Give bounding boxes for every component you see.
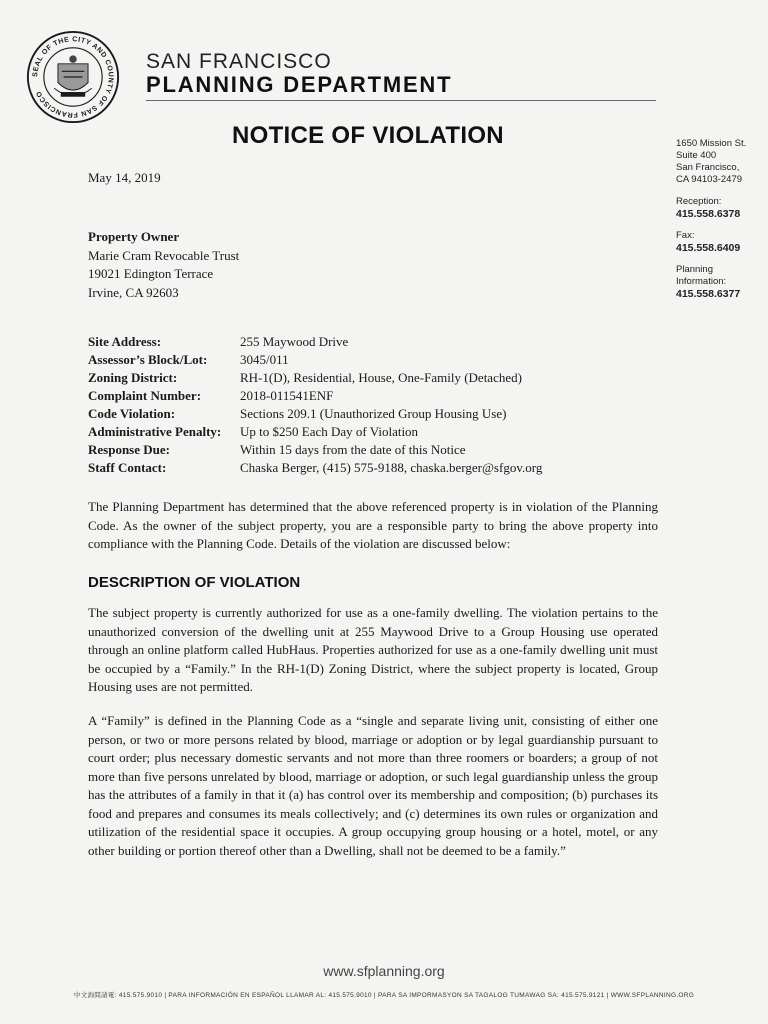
violation-details-table xyxy=(88,334,542,478)
detail-value: 255 Maywood Drive xyxy=(240,334,349,349)
section-heading: DESCRIPTION OF VIOLATION xyxy=(88,574,301,591)
svg-text:SEAL OF THE CITY AND COUNTY OF: SEAL OF THE CITY AND COUNTY OF SAN FRANCISCO xyxy=(32,36,114,118)
reception-contact xyxy=(676,196,766,220)
addressee-line: Irvine, CA 92603 xyxy=(88,284,179,300)
detail-label: Zoning District: xyxy=(88,370,178,385)
notice-date: May 14, 2019 xyxy=(88,170,161,185)
detail-value: 3045/011 xyxy=(240,352,289,367)
fax-contact xyxy=(676,230,766,254)
addressee-line: Marie Cram Revocable Trust xyxy=(88,247,240,263)
detail-value: Chaska Berger, (415) 575-9188, chaska.berger@sfgov.org xyxy=(240,460,543,475)
detail-row xyxy=(88,460,542,478)
family-definition-paragraph: A “Family” is defined in the Planning Code as a “single and separate living unit, consisting of either one person, or two or more persons related by blood, marriage or adoption or by legal guardianship pursuant to court order; plus necessary domestic servants and not more than three roomers or boarders; a group of not more than five persons unrelated by blood, marriage or adoption, or such legal guardianship unless the group has the attributes of a family in that it (a) has control over its membership and composition; (b) purchases its food and prepares and consumes its meals collectively; and (c) determines its own rules or organization and utilization of the residential space it occupies. A group occupying group housing or a hotel, motel, or any other building or portion thereof other than a Dwelling, shall not be deemed to be a family.” xyxy=(88,713,658,858)
detail-label: Staff Contact: xyxy=(88,460,167,475)
detail-row xyxy=(88,334,542,352)
detail-row xyxy=(88,406,542,424)
fax-label: Fax: xyxy=(676,230,695,241)
address-line: Suite 400 xyxy=(676,150,717,161)
addressee-line: 19021 Edington Terrace xyxy=(88,266,214,281)
city-seal-logo xyxy=(26,30,120,124)
description-paragraph: The subject property is currently authorized for use as a one-family dwelling. The violation pertains to the unauthorized conversion of the dwelling unit at 255 Maywood Drive to a Group Housing use operated through an online platform called HubHaus. Properties authorized for use as a one-family dwelling unit must be occupied by a “Family.” In the RH-1(D) Zoning District, where the subject property is located, Group Housing uses are not permitted. xyxy=(88,605,658,694)
notice-title: NOTICE OF VIOLATION xyxy=(232,122,504,149)
contact-sidebar xyxy=(676,138,766,310)
reception-label: Reception: xyxy=(676,196,722,207)
detail-label: Code Violation: xyxy=(88,406,176,421)
office-address xyxy=(676,138,766,186)
detail-label: Assessor’s Block/Lot: xyxy=(88,352,208,367)
planning-info-contact xyxy=(676,264,766,300)
detail-value: Within 15 days from the date of this Notice xyxy=(240,442,466,457)
detail-label: Response Due: xyxy=(88,442,170,457)
detail-row xyxy=(88,352,542,370)
planning-number: 415.558.6377 xyxy=(676,288,741,300)
address-line: San Francisco, xyxy=(676,162,740,173)
address-line: 1650 Mission St. xyxy=(676,138,747,149)
department-name: PLANNING DEPARTMENT xyxy=(146,72,453,97)
footer-language-line: 中文詢問請電: 415.575.9010 | PARA INFORMACIÓN EN ESPAÑOL LLAMAR AL: 415.575.9010 | PARA SA IMPORMASYON SA TAGALOG TUMAWAG SA: 415.575.9121 | WWW.SFPLANNING.ORG xyxy=(73,992,695,999)
addressee-heading: Property Owner xyxy=(88,229,180,244)
detail-row xyxy=(88,442,542,460)
fax-number: 415.558.6409 xyxy=(676,242,741,254)
intro-paragraph: The Planning Department has determined that the above referenced property is in violation of the Planning Code. As the owner of the subject property, you are a responsible party to bring the above property into compliance with the Planning Code. Details of the violation are discussed below: xyxy=(88,499,658,551)
detail-row xyxy=(88,388,542,406)
detail-label: Complaint Number: xyxy=(88,388,202,403)
address-line: CA 94103-2479 xyxy=(676,174,743,185)
detail-value: RH-1(D), Residential, House, One-Family (Detached) xyxy=(240,370,522,385)
planning-label: Planning xyxy=(676,264,713,275)
detail-value: 2018-011541ENF xyxy=(240,388,334,403)
detail-row xyxy=(88,424,542,442)
detail-value: Sections 209.1 (Unauthorized Group Housing Use) xyxy=(240,406,507,421)
detail-label: Site Address: xyxy=(88,334,162,349)
reception-number: 415.558.6378 xyxy=(676,208,741,220)
footer-website: www.sfplanning.org xyxy=(323,963,445,979)
detail-value: Up to $250 Each Day of Violation xyxy=(240,424,419,439)
detail-label: Administrative Penalty: xyxy=(88,424,222,439)
department-city: SAN FRANCISCO xyxy=(146,50,332,73)
header-divider xyxy=(146,100,656,101)
planning-label: Information: xyxy=(676,276,727,287)
detail-row xyxy=(88,370,542,388)
addressee-block xyxy=(88,228,239,302)
